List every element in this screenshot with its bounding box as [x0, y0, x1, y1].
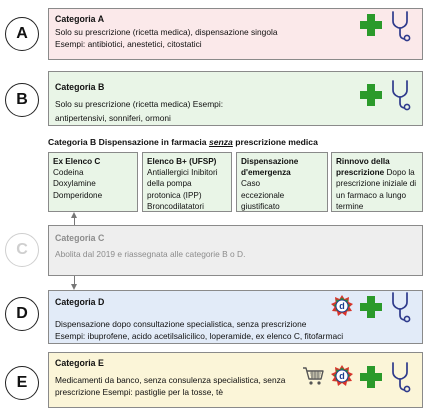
stethoscope-icon [389, 79, 411, 111]
elenco-b-plus-item: della pompa [147, 179, 192, 189]
elenco-b-plus-item: Broncodilatatori [147, 201, 204, 211]
category-b-title: Categoria B [55, 82, 105, 92]
category-c-badge: C [5, 233, 39, 267]
category-b-header-emphasis: senza [208, 137, 233, 147]
pharmacy-d-badge-icon [331, 295, 353, 317]
category-e-examples: prescrizione Esempi: pastiglie per la tosse, tè [55, 387, 224, 397]
elenco-b-plus-item: Antiallergici Inibitori [147, 168, 218, 178]
stethoscope-icon [389, 10, 411, 42]
category-b-badge: B [5, 83, 39, 117]
emergency-dispensing-item: giustificato [241, 201, 280, 211]
category-b-description: Solo su prescrizione (ricetta medica) Esempi: [55, 99, 224, 109]
prescription-renewal-title: Rinnovo della [336, 157, 390, 166]
emergency-dispensing-item: Caso [241, 179, 261, 189]
category-b-header-suffix: prescrizione medica [235, 137, 318, 147]
stethoscope-icon [389, 361, 411, 393]
pharmacy-badge-letter: d [339, 371, 345, 382]
category-c-title: Categoria C [55, 233, 105, 243]
prescription-renewal-title-word: prescrizione [336, 168, 385, 178]
category-d-description: Dispensazione dopo consultazione specialistica, senza prescrizione [55, 319, 307, 329]
emergency-dispensing-title: Dispensazione [241, 157, 299, 166]
elenco-b-plus-box [142, 152, 232, 212]
category-a-badge: A [5, 17, 39, 51]
prescription-renewal-item: un farmaco a lungo [336, 190, 407, 200]
ex-elenco-c-title: Ex Elenco C [53, 157, 101, 166]
green-cross-icon [360, 84, 382, 106]
category-e-badge: E [5, 366, 39, 400]
category-a-title: Categoria A [55, 14, 105, 24]
prescription-renewal-title-line2 [336, 167, 418, 178]
emergency-dispensing-item: eccezionale [241, 190, 285, 200]
category-b-pharmacy-header [48, 137, 318, 147]
elenco-b-plus-item: protonica (IPP) [147, 190, 202, 200]
category-d-title: Categoria D [55, 297, 105, 307]
category-a-description: Solo su prescrizione (ricetta medica), dispensazione singola [55, 27, 278, 37]
prescription-renewal-tail: Dopo la [386, 168, 415, 178]
prescription-renewal-box [331, 152, 423, 212]
category-d-badge: D [5, 297, 39, 331]
emergency-dispensing-box [236, 152, 328, 212]
green-cross-icon [360, 366, 382, 388]
ex-elenco-c-box [48, 152, 138, 212]
stethoscope-icon [389, 291, 411, 323]
ex-elenco-c-item: Codeina [53, 168, 84, 178]
pharmacy-badge-letter: d [339, 301, 345, 312]
green-cross-icon [360, 14, 382, 36]
elenco-b-plus-title: Elenco B+ (UFSP) [147, 157, 217, 166]
shopping-cart-icon [302, 366, 324, 386]
ex-elenco-c-item: Doxylamine [53, 179, 96, 189]
prescription-renewal-item: prescrizione iniziale di [336, 179, 417, 189]
category-b-examples: antipertensivi, sonniferi, ormoni [55, 113, 171, 123]
category-c-box [48, 225, 423, 276]
category-a-examples: Esempi: antibiotici, anestetici, citostatici [55, 39, 202, 49]
category-e-description: Medicamenti da banco, senza consulenza specialistica, senza [55, 375, 286, 385]
ex-elenco-c-item: Domperidone [53, 190, 103, 200]
category-e-title: Categoria E [55, 358, 104, 368]
green-cross-icon [360, 296, 382, 318]
connector-line-upper [74, 217, 75, 225]
category-b-header-prefix: Categoria B Dispensazione in farmacia [48, 137, 207, 147]
prescription-renewal-item: termine [336, 201, 364, 211]
category-c-description: Abolita dal 2019 e riassegnata alle categorie B o D. [55, 249, 246, 259]
pharmacy-d-badge-icon [331, 365, 353, 387]
emergency-dispensing-title-line2: d'emergenza [241, 168, 291, 178]
category-d-examples: Esempi: ibuprofene, acido acetilsalicilico, loperamide, ex elenco C, fitofarmaci [55, 331, 344, 341]
